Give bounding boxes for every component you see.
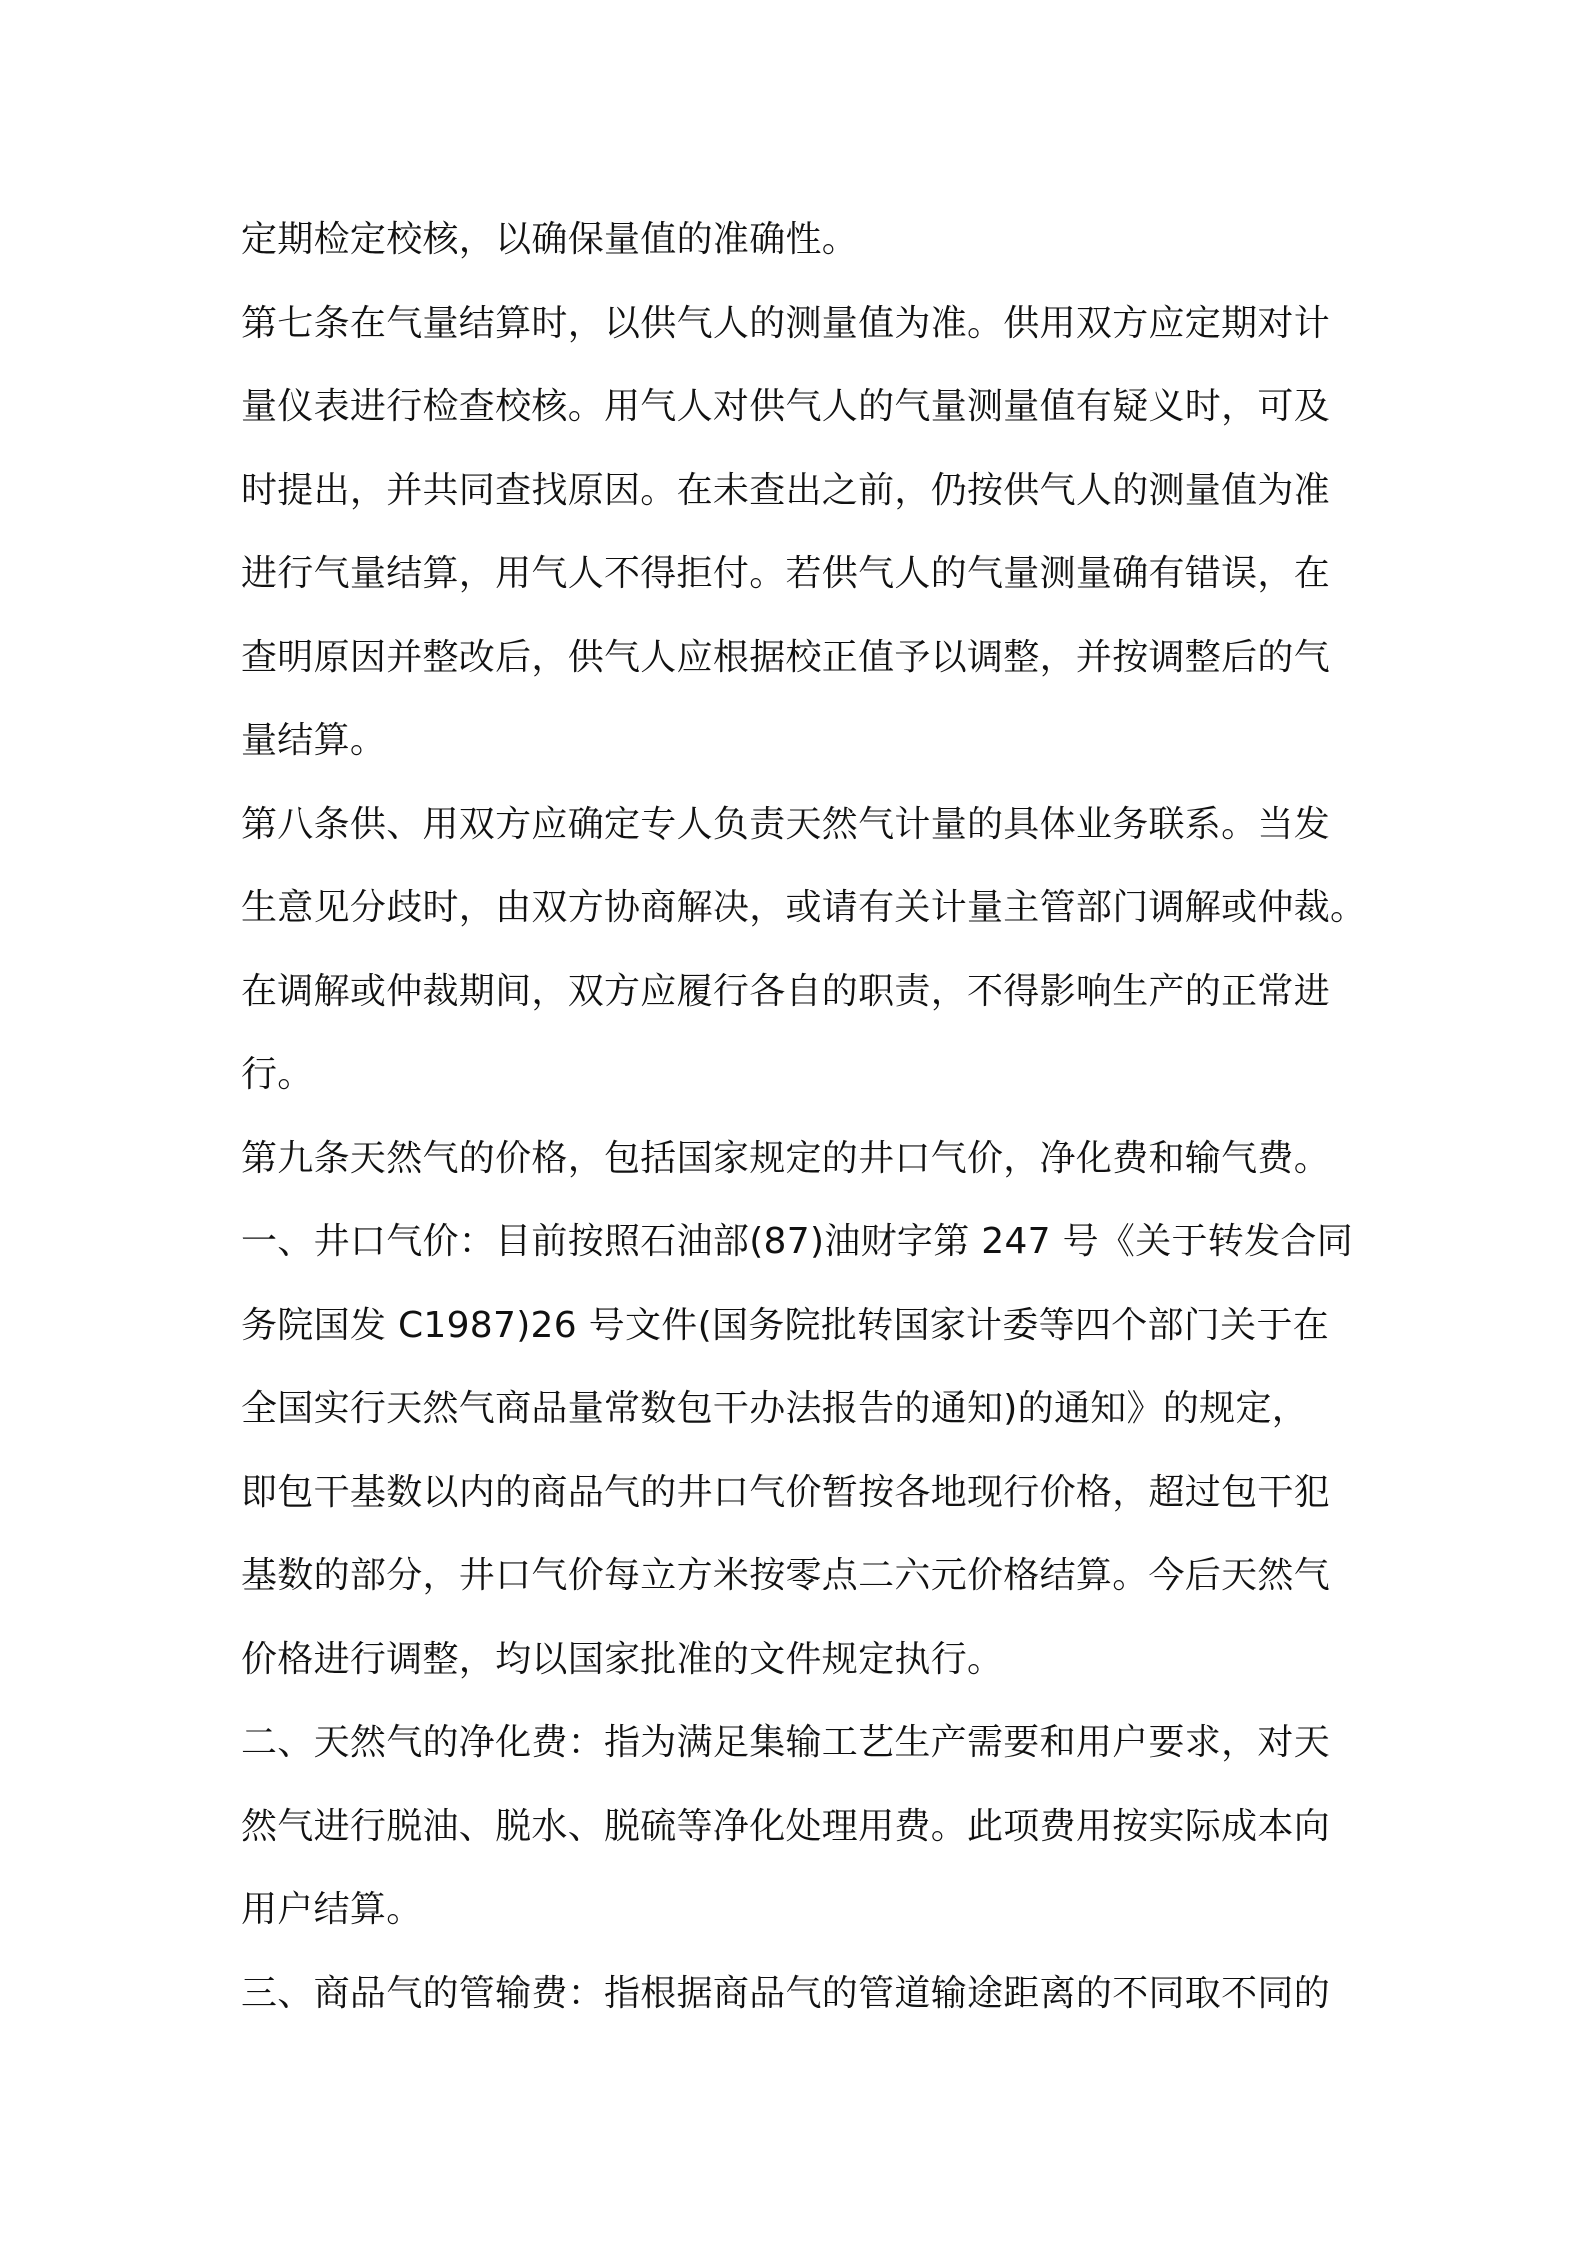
text-line: 一、井口气价：目前按照石油部(87)油财字第 247 号《关于转发合同 xyxy=(241,1221,1353,1262)
text-line: 然气进行脱油、脱水、脱硫等净化处理用费。此项费用按实际成本向 xyxy=(241,1805,1331,1847)
text-line: 价格进行调整，均以国家批准的文件规定执行。 xyxy=(241,1638,1004,1680)
text-line: 定期检定校核，以确保量值的准确性。 xyxy=(241,219,859,260)
text-line: 生意见分歧时，由双方协商解决，或请有关计量主管部门调解或仲裁。 xyxy=(241,887,1367,928)
text-line: 全国实行天然气商品量常数包干办法报告的通知)的通知》的规定， xyxy=(241,1388,1309,1429)
text-line: 二、天然气的净化费：指为满足集输工艺生产需要和用户要求，对天 xyxy=(241,1722,1331,1763)
text-line: 查明原因并整改后，供气人应根据校正值予以调整，并按调整后的气 xyxy=(241,636,1331,678)
document-body xyxy=(241,198,1367,2035)
text-line: 基数的部分，井口气价每立方米按零点二六元价格结算。今后天然气 xyxy=(241,1555,1331,1596)
text-line: 在调解或仲裁期间，双方应履行各自的职责，不得影响生产的正常进 xyxy=(241,970,1331,1012)
text-line: 量仪表进行检查校核。用气人对供气人的气量测量值有疑义时，可及 xyxy=(241,386,1331,427)
text-line: 务院国发 C1987)26 号文件(国务院批转国家计委等四个部门关于在 xyxy=(241,1304,1330,1346)
text-line: 三、商品气的管输费：指根据商品气的管道输途距离的不同取不同的 xyxy=(241,1972,1331,2014)
text-line: 量结算。 xyxy=(241,720,387,761)
text-line: 行。 xyxy=(241,1054,314,1095)
text-line: 第七条在气量结算时，以供气人的测量值为准。供用双方应定期对计 xyxy=(241,302,1331,344)
text-line: 即包干基数以内的商品气的井口气价暂按各地现行价格，超过包干犯 xyxy=(241,1471,1331,1513)
text-line: 用户结算。 xyxy=(241,1889,423,1930)
text-line: 第八条供、用双方应确定专人负责天然气计量的具体业务联系。当发 xyxy=(241,803,1331,845)
text-line: 进行气量结算，用气人不得拒付。若供气人的气量测量确有错误，在 xyxy=(241,553,1331,594)
text-line: 第九条天然气的价格，包括国家规定的井口气价，净化费和输气费。 xyxy=(241,1137,1331,1179)
text-line: 时提出，并共同查找原因。在未查出之前，仍按供气人的测量值为准 xyxy=(241,469,1331,511)
